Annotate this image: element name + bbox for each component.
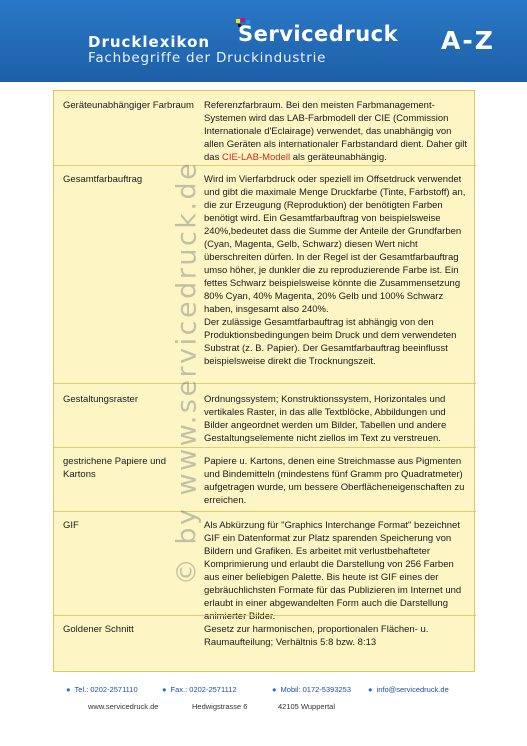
footer-tel (66, 685, 138, 694)
entry-divider (54, 615, 476, 616)
glossary-entry (54, 99, 476, 165)
definition-text: als geräteunabhängig. (290, 152, 387, 163)
servicedruck-logo: Servicedruck (238, 22, 399, 46)
entry-divider (54, 511, 476, 512)
glossary-entry (54, 393, 476, 447)
header-title: Drucklexikon (88, 33, 211, 51)
definition-text: Referenzfarbraum. Bei den meisten Farbmanagement-Systemen wird das LAB-Farbmodell der CIE (Commission Internationale d'Eclairage) verwendet, das unabhängig von allen Geräten als internationaler Farbstandard dient. Daher gilt das (204, 100, 467, 163)
email-link[interactable]: info@servicedruck.de (376, 685, 449, 694)
glossary-term: gestrichene Papiere und Kartons (63, 456, 166, 480)
footer-mobil (272, 685, 351, 694)
copyright-watermark (171, 160, 203, 586)
page-header (0, 0, 527, 82)
footer-fax (162, 685, 237, 694)
glossary-definition (204, 99, 470, 164)
definition-text: Der zulässige Gesamtfarbauftrag ist abhängig von den Produktionsbedingungen beim Druck und dem verwendeten Substrat (z. B. Papier). Der Gesamtfarbauftrag beeinflusst beispielsweise direkt die Trocknungszeit. (204, 317, 457, 367)
fax-text: Fax.: 0202-2571112 (170, 685, 237, 694)
glossary-entry (54, 623, 476, 655)
bullet-icon: ● (272, 685, 277, 694)
glossary-definition: Gesetz zur harmonischen, proportionalen Flächen- u. Raumaufteilung; Verhältnis 5:8 bzw. 8:13 (204, 624, 429, 648)
glossary-definition (204, 173, 470, 368)
mobil-text: Mobil: 0172-5393253 (280, 685, 352, 694)
footer-email[interactable] (368, 685, 449, 694)
footer-web[interactable]: www.servicedruck.de (88, 702, 159, 711)
entry-divider (54, 165, 476, 166)
tel-text: Tel.: 0202-2571110 (74, 685, 138, 694)
footer-city: 42105 Wuppertal (278, 702, 335, 711)
cie-lab-link[interactable]: CIE-LAB-Modell (221, 152, 291, 163)
glossary-term: GIF (63, 520, 79, 531)
bullet-icon: ● (66, 685, 71, 694)
glossary-definition: Als Abkürzung für "Graphics Interchange Format" bezeichnet GIF ein Datenformat zur Platz sparenden Speicherung von Bildern und Grafiken. Es arbeitet mit verlustbehafteter Komprimierung und erlaubt die Darstellung von 256 Farben aus einer beliebigen Palette. Bis heute ist GIF eines der gebräuchlichsten Formate für das Publizieren im Internet und erlaubt in einer abgewandelten Form auch die Darstellung animierter Bilder. (204, 520, 462, 622)
glossary-definition: Ordnungssystem; Konstruktionssystem, Horizontales und vertikales Raster, in das alle Textblöcke, Abbildungen und Bilder angeordnet werden um Bilder, Tabellen und andere Gestaltungselemente nicht ziellos im Text zu verstreuen. (204, 394, 447, 444)
glossary-entry (54, 519, 476, 622)
entry-divider (54, 383, 476, 384)
glossary-term: Geräteunabhängiger Farbraum (63, 100, 194, 111)
header-subtitle: Fachbegriffe der Druckindustrie (88, 50, 327, 66)
glossary-term: Gesamtfarbauftrag (63, 174, 143, 185)
glossary-term: Goldener Schnitt (63, 624, 134, 635)
bullet-icon: ● (368, 685, 373, 694)
glossary-entry (54, 455, 476, 509)
section-label: A-Z (441, 26, 495, 55)
glossary-panel (53, 90, 475, 672)
glossary-definition: Papiere u. Kartons, denen eine Streichmasse aus Pigmenten und Bindemitteln (mindestens fünf Gramm pro Quadratmeter) aufgetragen wurde, um bessere Oberflächeneigenschaften zu erreichen. (204, 456, 465, 506)
glossary-entry (54, 173, 476, 383)
definition-text: Wird im Vierfarbdruck oder speziell im Offsetdruck verwendet und gibt die maximale Menge Druckfarbe (Tinte, Farbstoff) an, die zur Erzeugung (Reproduktion) der benötigten Farben benötigt wird. Ein Gesamtfarbauftrag von beispielsweise 240%,bedeutet dass die Summe der Anteile der Grundfarben (Cyan, Magenta, Gelb, Schwarz) diesen Wert nicht überschreiten dürfen. In der Regel ist der Gesamtfarbauftrag umso höher, je dunkler die zu reproduzierende Farbe ist. Ein fettes Schwarz beispielsweise könnte die Zusammensetzung 80% Cyan, 40% Magenta, 20% Gelb und 100% Schwarz haben, insgesamt also 240%. (204, 174, 466, 315)
glossary-term: Gestaltungsraster (63, 394, 138, 405)
footer-street: Hedwigstrasse 6 (192, 702, 248, 711)
watermark-text: © by www.servicedruck.de (171, 160, 203, 586)
bullet-icon: ● (162, 685, 167, 694)
entry-divider (54, 447, 476, 448)
